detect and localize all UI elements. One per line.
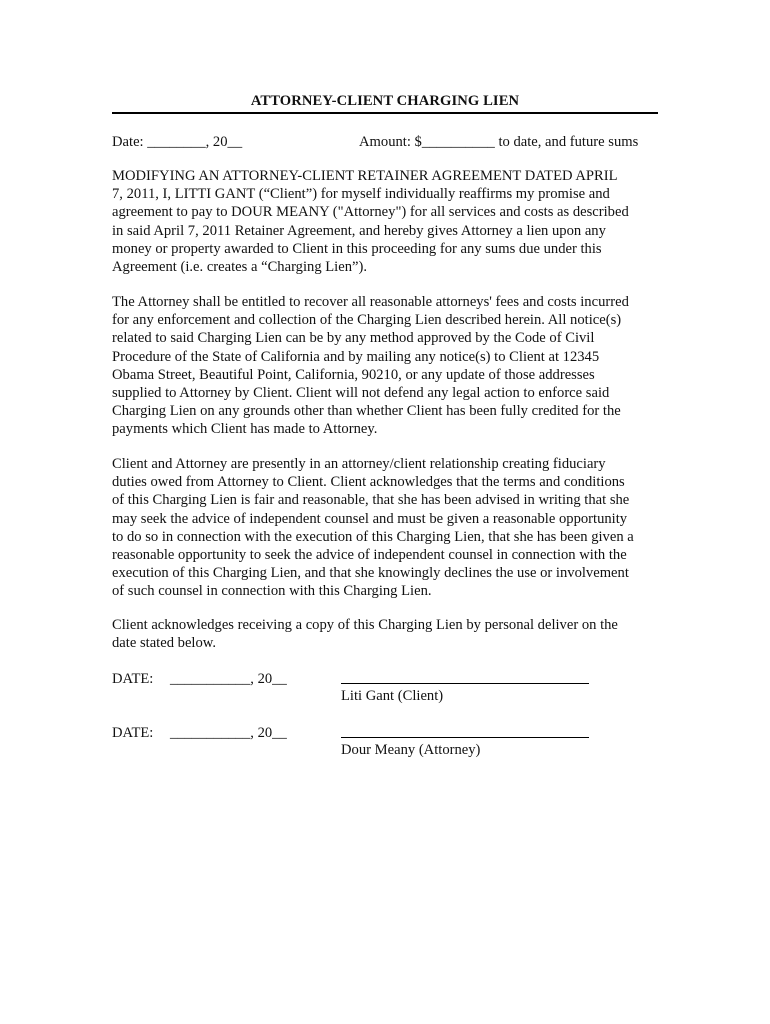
paragraph-line: reasonable opportunity to seek the advice of independent counsel in connection with the bbox=[112, 547, 627, 564]
paragraph-line: may seek the advice of independent counsel and must be given a reasonable opportunity bbox=[112, 510, 628, 527]
paragraph-enforcement bbox=[112, 293, 672, 439]
paragraph-line: of such counsel in connection with this Charging Lien. bbox=[112, 583, 432, 600]
paragraph-line: agreement to pay to DOUR MEANY ("Attorney") for all services and costs as described bbox=[112, 204, 629, 221]
attorney-signature-line[interactable] bbox=[341, 737, 589, 738]
paragraph-line: for any enforcement and collection of the Charging Lien described herein. All notice(s) bbox=[112, 312, 622, 329]
paragraph-line: duties owed from Attorney to Client. Client acknowledges that the terms and conditions bbox=[112, 474, 625, 491]
paragraph-line: in said April 7, 2011 Retainer Agreement, and hereby gives Attorney a lien upon any bbox=[112, 222, 606, 239]
client-date-field[interactable]: ___________, 20__ bbox=[170, 671, 287, 687]
document-title: ATTORNEY-CLIENT CHARGING LIEN bbox=[250, 93, 520, 109]
paragraph-line: money or property awarded to Client in this proceeding for any sums due under this bbox=[112, 240, 602, 257]
attorney-date-label: DATE: bbox=[112, 725, 154, 741]
attorney-signature-name: Dour Meany (Attorney) bbox=[341, 742, 481, 758]
title-underline bbox=[112, 112, 658, 114]
paragraph-line: MODIFYING AN ATTORNEY-CLIENT RETAINER AGREEMENT DATED APRIL bbox=[112, 168, 618, 184]
paragraph-line: Agreement (i.e. creates a “Charging Lien”). bbox=[112, 259, 367, 276]
paragraph-line: Charging Lien on any grounds other than whether Client has been fully credited for the bbox=[112, 403, 621, 420]
paragraph-line: The Attorney shall be entitled to recover all reasonable attorneys' fees and costs incurred bbox=[112, 294, 629, 310]
header-amount: Amount: $__________ to date, and future sums bbox=[359, 134, 639, 150]
paragraph-line: Client and Attorney are presently in an attorney/client relationship creating fiduciary bbox=[112, 456, 606, 472]
paragraph-line: of this Charging Lien is fair and reasonable, that she has been advised in writing that she bbox=[112, 492, 630, 509]
client-signature-line[interactable] bbox=[341, 683, 589, 684]
header-date: Date: ________, 20__ bbox=[112, 134, 243, 150]
client-date-label: DATE: bbox=[112, 671, 154, 687]
paragraph-line: Obama Street, Beautiful Point, California, 90210, or any update of those addresses bbox=[112, 366, 595, 383]
paragraph-acknowledgement bbox=[112, 616, 672, 652]
paragraph-line: 7, 2011, I, LITTI GANT (“Client”) for myself individually reaffirms my promise and bbox=[112, 186, 610, 203]
paragraph-fiduciary bbox=[112, 455, 672, 601]
paragraph-line: execution of this Charging Lien, and that she knowingly declines the use or involvement bbox=[112, 565, 629, 582]
paragraph-line: supplied to Attorney by Client. Client will not defend any legal action to enforce said bbox=[112, 385, 610, 402]
paragraph-line: Procedure of the State of California and by mailing any notice(s) to Client at 12345 bbox=[112, 348, 600, 365]
attorney-date-field[interactable]: ___________, 20__ bbox=[170, 725, 287, 741]
paragraph-line: date stated below. bbox=[112, 635, 217, 652]
paragraph-line: related to said Charging Lien can be by any method approved by the Code of Civil bbox=[112, 330, 595, 347]
paragraph-line: payments which Client has made to Attorney. bbox=[112, 421, 378, 438]
client-signature-name: Liti Gant (Client) bbox=[341, 688, 444, 704]
paragraph-line: Client acknowledges receiving a copy of this Charging Lien by personal deliver on the bbox=[112, 617, 618, 633]
paragraph-modifying-agreement bbox=[112, 167, 672, 276]
paragraph-line: to do so in connection with the execution of this Charging Lien, that she has been given a bbox=[112, 528, 634, 545]
